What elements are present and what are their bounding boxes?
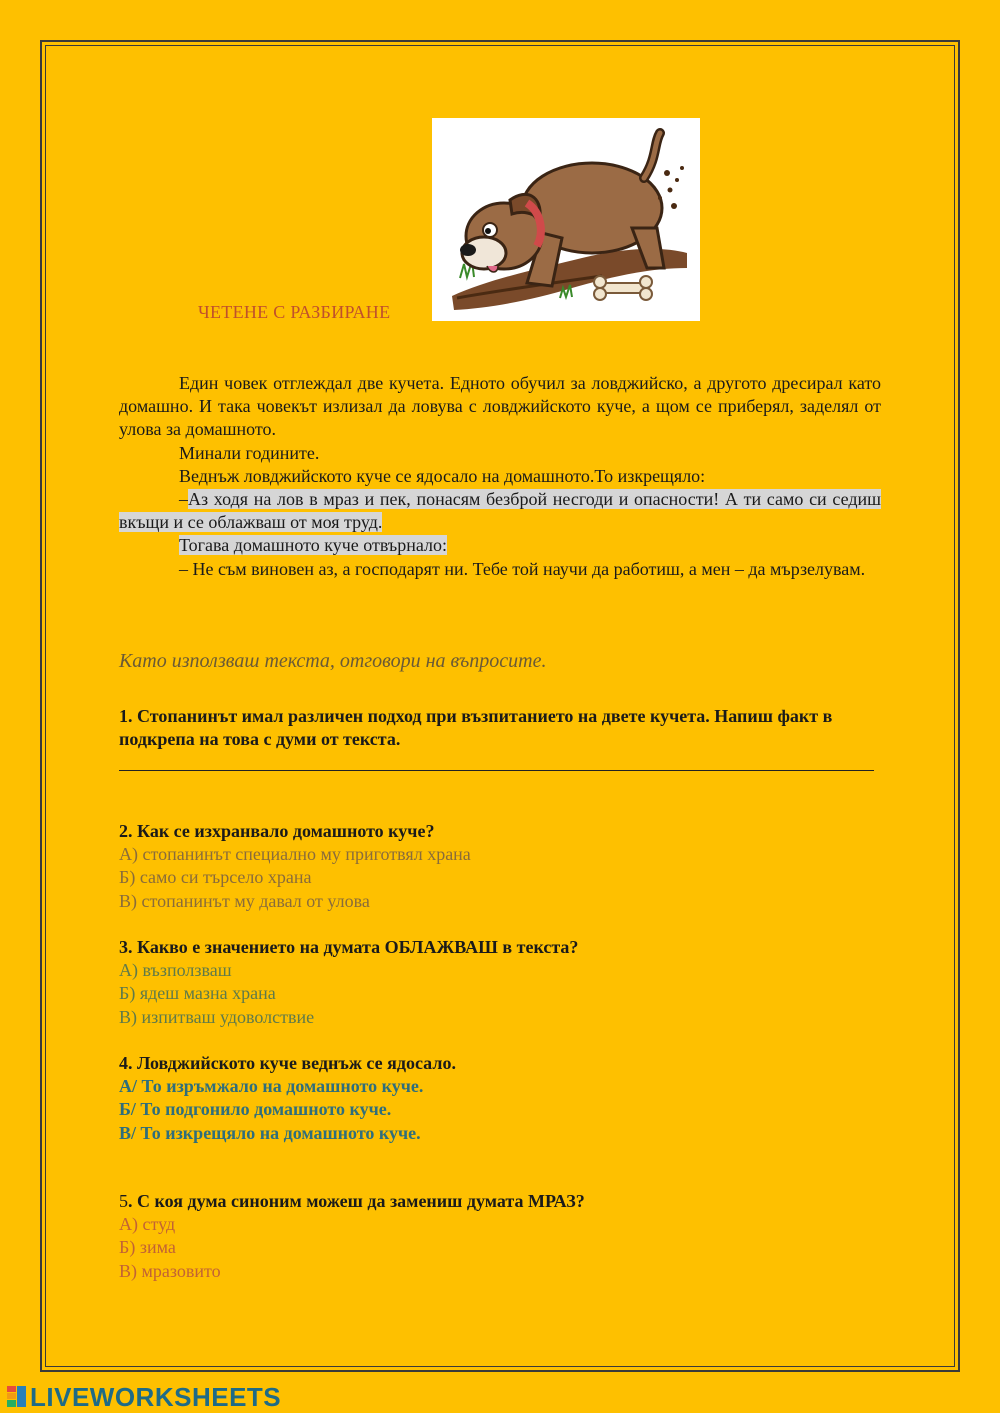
question-1: [119, 705, 881, 751]
answer-option[interactable]: А) стопанинът специално му приготвял храна: [119, 844, 471, 865]
question-text: [119, 1190, 881, 1213]
question-text: 3. Какво е значението на думата ОБЛАЖВАШ в текста?: [119, 937, 579, 957]
answer-option[interactable]: Б/ То подгонило домашното куче.: [119, 1099, 392, 1120]
question-text: 4. Ловджийското куче веднъж се ядосало.: [119, 1053, 456, 1073]
story-paragraph: Веднъж ловджийското куче се ядосало на домашното.То изкрещяло:: [179, 465, 706, 486]
answer-option[interactable]: Б) зима: [119, 1237, 176, 1258]
question-5: [119, 1190, 881, 1283]
question-text-body: . С коя дума синоним можеш да замениш думата МРАЗ?: [128, 1191, 585, 1211]
answer-option[interactable]: А) студ: [119, 1214, 176, 1235]
answer-option[interactable]: А/ То изръмжало на домашното куче.: [119, 1076, 424, 1097]
answer-option[interactable]: Б) само си търсело храна: [119, 867, 312, 888]
dialogue-dash: –: [179, 489, 188, 510]
worksheet-title: ЧЕТЕНЕ С РАЗБИРАНЕ: [198, 302, 391, 322]
footer-branding: [6, 1383, 281, 1411]
answer-option[interactable]: В) стопанинът му давал от улова: [119, 890, 370, 911]
answer-option[interactable]: В) изпитваш удоволствие: [119, 1006, 315, 1027]
question-3: [119, 936, 881, 1029]
question-text: 1. Стопанинът имал различен подход при възпитанието на двете кучета. Напиш факт в подкрепа на това с думи от текста.: [119, 706, 833, 750]
story-paragraph: Минали годините.: [179, 442, 320, 463]
answer-option[interactable]: В) мразовито: [119, 1260, 221, 1281]
answer-option[interactable]: Б) ядеш мазна храна: [119, 983, 276, 1004]
question-number: 5: [119, 1191, 128, 1211]
dog-digging-bone-icon: [432, 118, 700, 321]
story-paragraph: – Не съм виновен аз, а господарят ни. Тебе той научи да работиш, а мен – да мързелувам.: [179, 558, 866, 579]
highlighted-text: Тогава домашното куче отвърнало:: [179, 535, 448, 556]
story-paragraph-highlighted: [119, 488, 881, 534]
logo-text: LIVEWORKSHEETS: [30, 1381, 282, 1412]
story-paragraph: Един човек отглеждал две кучета. Едното обучил за ловджийско, а другото дресирал като домашно. И така човекът излизал да ловува с ловджийското куче, а щом се приберял, заделял от улова за домашното.: [119, 373, 881, 440]
question-4: [119, 1052, 881, 1145]
instruction-text: Като използваш текста, отговори на въпросите.: [119, 650, 547, 672]
story-paragraph: [119, 534, 881, 557]
liveworksheets-logo-icon: [6, 1385, 28, 1409]
answer-line[interactable]: [119, 770, 874, 771]
answer-option[interactable]: В/ То изкрещяло на домашното куче.: [119, 1122, 421, 1143]
question-text: 2. Как се изхранвало домашното куче?: [119, 821, 435, 841]
question-2: [119, 820, 881, 913]
story-text: [119, 372, 881, 581]
answer-option[interactable]: А) възползваш: [119, 960, 232, 981]
highlighted-text: Аз ходя на лов в мраз и пек, понасям безброй несгоди и опасности! А ти само си седиш вкъщи и се облажваш от моя труд.: [119, 489, 881, 533]
